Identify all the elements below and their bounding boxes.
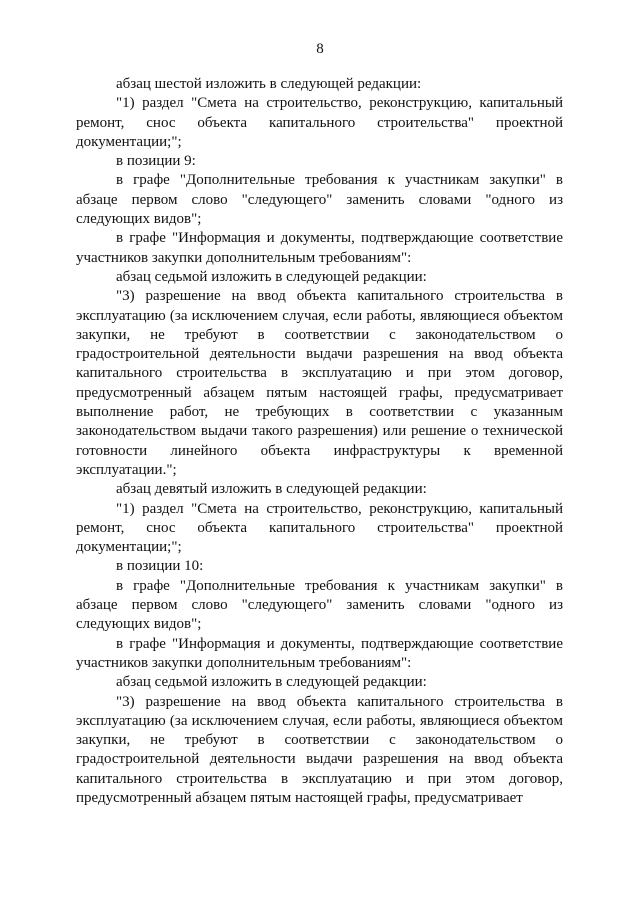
paragraph: абзац шестой изложить в следующей редакции: <box>116 76 422 92</box>
paragraph: в графе "Дополнительные требования к участникам закупки" в абзаце первом слово "следующего" заменить словами "одного из следующих видов"; <box>76 577 563 633</box>
document-body <box>76 75 563 808</box>
page-number: 8 <box>316 41 324 57</box>
paragraph: в графе "Информация и документы, подтверждающие соответствие участников закупки дополнительным требованиям": <box>76 230 563 266</box>
paragraph: в позиции 9: <box>116 153 196 170</box>
paragraph: в графе "Информация и документы, подтверждающие соответствие участников закупки дополнительным требованиям": <box>76 635 563 671</box>
paragraph: в графе "Дополнительные требования к участникам закупки" в абзаце первом слово "следующего" заменить словами "одного из следующих видов"; <box>76 172 563 228</box>
paragraph: абзац седьмой изложить в следующей редакции: <box>116 674 427 691</box>
paragraph: "1) раздел "Смета на строительство, реконструкцию, капитальный ремонт, снос объекта капитального строительства" проектной документации;"; <box>76 95 563 150</box>
paragraph: в позиции 10: <box>116 558 204 575</box>
paragraph: "3) разрешение на ввод объекта капитального строительства в эксплуатацию (за исключением случая, если работы, являющиеся объектом закупки, не требуют в соответствии с законодательством о градостроительной деятельности выдачи разрешения на ввод объекта капитального строительства в эксплуатацию и при этом договор, предусмотренный абзацем пятым настоящей графы, предусматривает <box>76 693 563 806</box>
paragraph: "1) раздел "Смета на строительство, реконструкцию, капитальный ремонт, снос объекта капитального строительства" проектной документации;"; <box>76 500 563 556</box>
paragraph: "3) разрешение на ввод объекта капитального строительства в эксплуатацию (за исключением случая, если работы, являющиеся объектом закупки, не требуют в соответствии с законодательством о градостроительной деятельности выдачи разрешения на ввод объекта капитального строительства в эксплуатацию и при этом договор, предусмотренный абзацем пятым настоящей графы, предусматривает выполнение работ, не требующих в соответствии с указанным законодательством выдачи такого разрешения) или решение о технической готовности линейного объекта инфраструктуры к временной эксплуатации."; <box>76 288 563 478</box>
paragraph: абзац седьмой изложить в следующей редакции: <box>116 268 427 285</box>
paragraph: абзац девятый изложить в следующей редакции: <box>116 481 427 498</box>
